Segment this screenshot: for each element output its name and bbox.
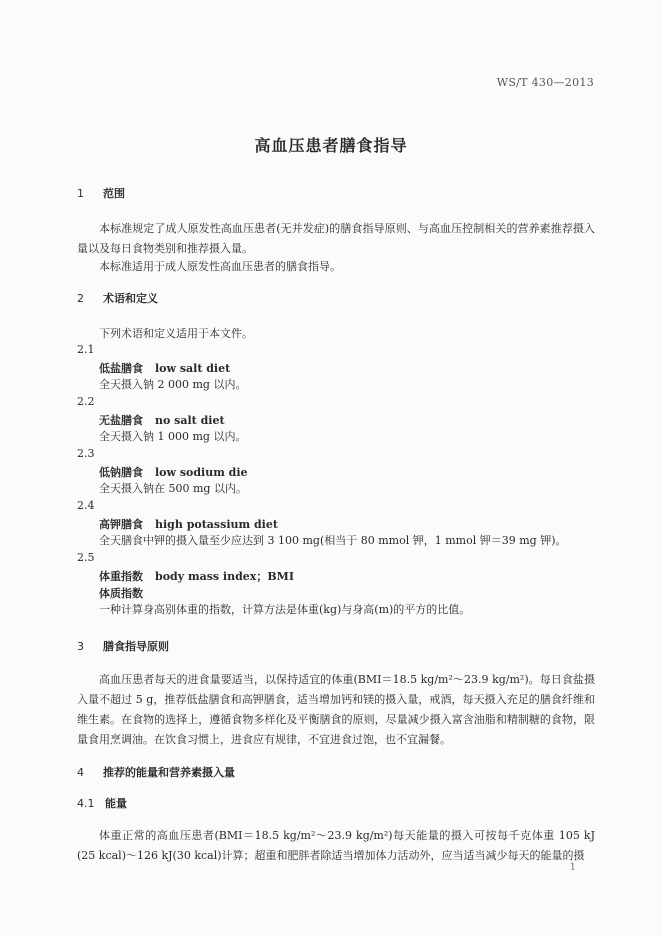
term-2-3-heading: 低钠膳食 low sodium die [99,466,248,479]
term-2-2-heading: 无盐膳食 no salt diet [99,414,225,427]
term-2-4-definition: 全天膳食中钾的摄入量至少应达到 3 100 mg(相当于 80 mmol 钾，1 mmol 钾＝39 mg 钾)。 [99,534,567,547]
term-2-3-definition: 全天摄入钠在 500 mg 以内。 [99,482,247,495]
term-2-4-heading: 高钾膳食 high potassium diet [99,518,278,531]
term-2-1-definition: 全天摄入钠 2 000 mg 以内。 [99,378,247,391]
section-4-1-heading: 4.1 能量 [77,797,127,810]
section-4-heading: 4 推荐的能量和营养素摄入量 [77,766,235,779]
term-2-1-heading: 低盐膳食 low salt diet [99,362,231,375]
page-title: 高血压患者膳食指导 [254,136,408,155]
page-number: 1 [569,862,576,873]
term-2-5-alt-heading: 体质指数 [99,587,143,600]
term-2-4-number: 2.4 [77,499,95,512]
term-2-5-heading: 体重指数 body mass index；BMI [99,570,294,583]
term-2-1-number: 2.1 [77,343,95,356]
section-3-heading: 3 膳食指导原则 [77,640,169,653]
term-2-2-definition: 全天摄入钠 1 000 mg 以内。 [99,430,247,443]
section-1-heading: 1 范围 [77,187,125,200]
term-2-5-definition: 一种计算身高别体重的指数，计算方法是体重(kg)与身高(m)的平方的比值。 [99,603,471,616]
term-2-5-number: 2.5 [77,551,95,564]
section-2-intro: 下列术语和定义适用于本文件。 [99,327,253,340]
standard-number: WS/T 430—2013 [496,76,594,89]
section-3-paragraph: 高血压患者每天的进食量要适当，以保持适宜的体重(BMI＝18.5 kg/m²～23.9 kg/m²)。每日食盐摄入量不超过 5 g，推荐低盐膳食和高钾膳食，适当增加钙和镁的摄入量，戒酒，每天摄入充足的膳食纤维和维生素。在食物的选择上，遵循食物多样化及平衡膳食的原则，尽量减少摄入富含油脂和精制糖的食物，限量食用烹调油。在饮食习惯上，进食应有规律，不宜进食过饱，也不宜漏餐。 [77,673,595,746]
term-2-3-number: 2.3 [77,447,95,460]
section-1-paragraph-2: 本标准适用于成人原发性高血压患者的膳食指导。 [99,260,341,273]
term-2-2-number: 2.2 [77,395,95,408]
section-2-heading: 2 术语和定义 [77,292,158,305]
section-4-1-paragraph: 体重正常的高血压患者(BMI＝18.5 kg/m²～23.9 kg/m²)每天能量的摄入可按每千克体重 105 kJ (25 kcal)～126 kJ(30 kcal)计算；超重和肥胖者除适当增加体力活动外，应当适当减少每天的能量的摄 [77,829,595,862]
section-1-paragraph-1: 本标准规定了成人原发性高血压患者(无并发症)的膳食指导原则、与高血压控制相关的营养素推荐摄入量以及每日食物类别和推荐摄入量。 [77,222,595,255]
